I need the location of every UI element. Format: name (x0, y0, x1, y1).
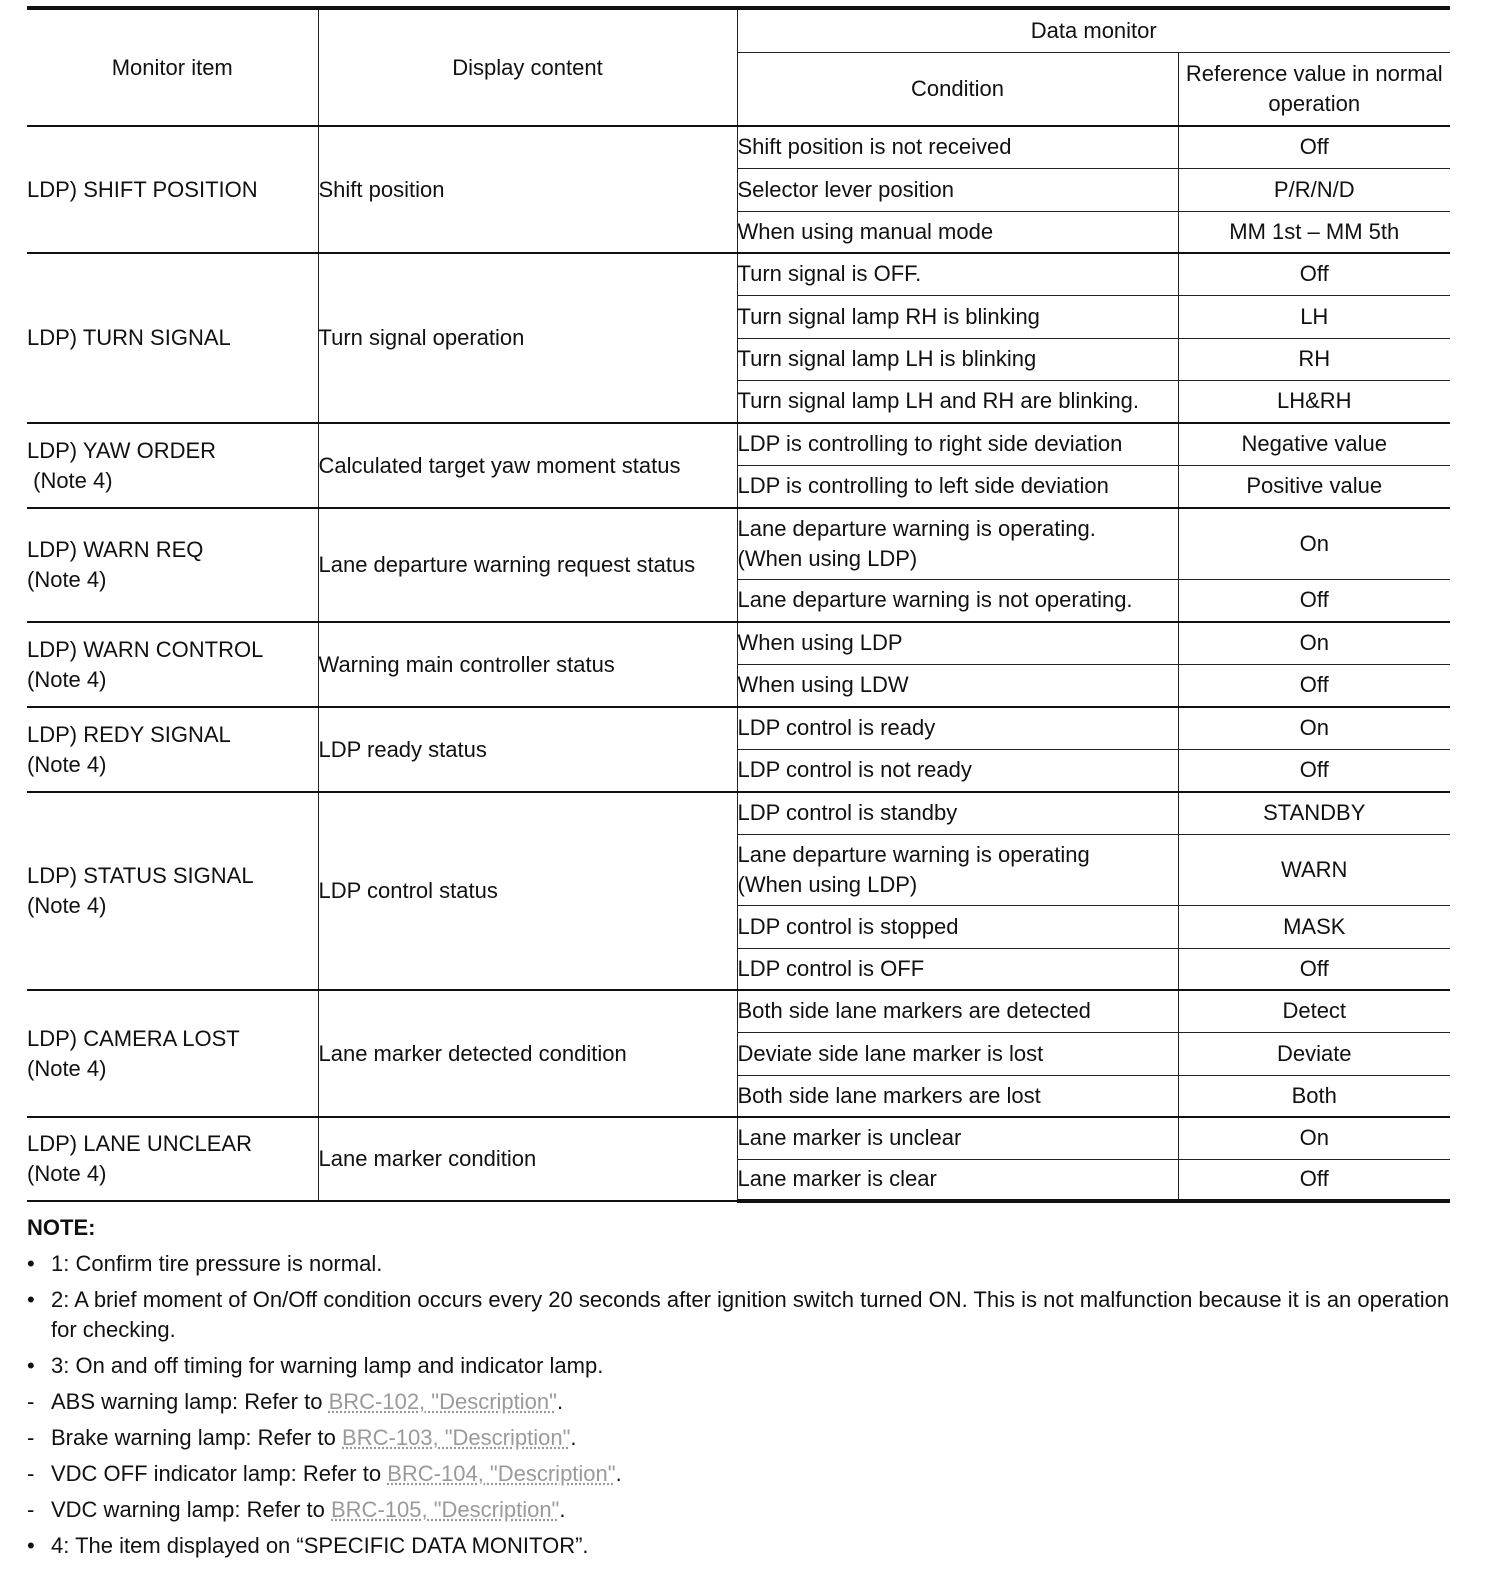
condition-cell (737, 664, 1178, 707)
reference-link[interactable]: BRC-103, "Description" (342, 1425, 571, 1450)
dash-marker: - (27, 1497, 35, 1522)
condition-cell (737, 1032, 1178, 1075)
note-text: ABS warning lamp: Refer to (51, 1389, 329, 1414)
reference-value-cell: WARN (1178, 834, 1450, 905)
monitor-item-cell (27, 253, 318, 423)
reference-value-cell: MASK (1178, 905, 1450, 948)
header-monitor-item: Monitor item (27, 8, 318, 126)
note-text: VDC warning lamp: Refer to (51, 1497, 331, 1522)
notes-section (27, 1213, 1450, 1561)
monitor-item-name: LDP) YAW ORDER (27, 437, 217, 463)
condition-text: LDP control is ready (737, 715, 936, 741)
condition-text: LDP control is not ready (737, 757, 972, 783)
condition-cell (737, 579, 1178, 622)
condition-cell (737, 905, 1178, 948)
condition-text: When using LDP (737, 630, 903, 656)
condition-cell (737, 792, 1178, 834)
reference-value-cell: Off (1178, 1159, 1450, 1201)
display-content-cell: Turn signal operation (318, 253, 737, 423)
reference-value-cell: LH (1178, 295, 1450, 338)
reference-link[interactable]: BRC-104, "Description" (387, 1461, 616, 1486)
monitor-item-name: LDP) SHIFT POSITION (27, 176, 258, 202)
condition-cell (737, 338, 1178, 380)
condition-cell (737, 1075, 1178, 1117)
reference-value-cell: On (1178, 1117, 1450, 1159)
reference-value-cell: Off (1178, 749, 1450, 792)
reference-value-cell: MM 1st – MM 5th (1178, 211, 1450, 253)
monitor-item-name: LDP) WARN CONTROL (27, 636, 264, 662)
condition-text: When using LDW (737, 672, 909, 698)
monitor-item-name: LDP) REDY SIGNAL (27, 721, 231, 747)
condition-text: LDP is controlling to left side deviation (737, 473, 1109, 499)
condition-cell (737, 1159, 1178, 1201)
condition-text-line2: (When using LDP) (737, 545, 918, 571)
monitor-item-name: LDP) CAMERA LOST (27, 1025, 240, 1051)
notes-list (27, 1249, 1450, 1561)
table-body (27, 126, 1450, 1201)
header-condition: Condition (737, 53, 1178, 127)
monitor-item-note: (Note 4) (27, 467, 113, 493)
condition-text: Both side lane markers are lost (737, 1082, 1041, 1108)
condition-text: Shift position is not received (737, 134, 1012, 160)
condition-cell (737, 622, 1178, 664)
reference-value-cell: Detect (1178, 990, 1450, 1032)
monitor-item-name: LDP) TURN SIGNAL (27, 325, 231, 350)
condition-text: LDP control is standby (737, 800, 958, 826)
condition-cell (737, 948, 1178, 990)
header-data-monitor: Data monitor (737, 8, 1450, 53)
table-row (27, 1117, 1450, 1159)
condition-cell (737, 211, 1178, 253)
table-row (27, 253, 1450, 295)
monitor-item-name: LDP) WARN REQ (27, 537, 204, 562)
condition-cell (737, 253, 1178, 295)
reference-value-cell: LH&RH (1178, 380, 1450, 423)
display-content-cell: LDP control status (318, 792, 737, 990)
bullet-marker: • (27, 1533, 35, 1558)
note-text-tail: . (559, 1497, 566, 1522)
condition-cell (737, 990, 1178, 1032)
monitor-item-name: LDP) LANE UNCLEAR (27, 1131, 252, 1156)
condition-text: Lane marker is unclear (737, 1125, 962, 1151)
condition-cell (737, 707, 1178, 749)
monitor-item-note: (Note 4) (27, 1161, 107, 1186)
monitor-item-note: (Note 4) (27, 1055, 107, 1081)
reference-value-cell: Off (1178, 579, 1450, 622)
display-content-cell: Shift position (318, 126, 737, 253)
condition-text: Turn signal lamp RH is blinking (737, 303, 1040, 329)
reference-value-cell: Off (1178, 253, 1450, 295)
condition-text: Turn signal lamp LH and RH are blinking. (737, 388, 1139, 414)
note-item (27, 1387, 1450, 1417)
note-text: 2: A brief moment of On/Off condition occurs every 20 seconds after ignition switch turned ON. This is not malfunction because it is an operation for checking. (51, 1287, 1450, 1342)
dash-marker: - (27, 1461, 35, 1486)
condition-text-line2: (When using LDP) (737, 871, 918, 897)
header-display-content: Display content (318, 8, 737, 126)
note-item (27, 1459, 1450, 1489)
document-page (27, 6, 1450, 1567)
condition-text: LDP is controlling to right side deviation (737, 431, 1123, 457)
reference-value-cell: On (1178, 707, 1450, 749)
display-content-cell: LDP ready status (318, 707, 737, 792)
reference-link[interactable]: BRC-102, "Description" (328, 1389, 557, 1414)
table-row (27, 126, 1450, 168)
table-row (27, 792, 1450, 834)
reference-value-cell: Off (1178, 948, 1450, 990)
table-row (27, 622, 1450, 664)
condition-text: Lane departure warning is operating. (737, 515, 1096, 541)
reference-value-cell: Off (1178, 126, 1450, 168)
condition-cell (737, 749, 1178, 792)
monitor-item-name: LDP) STATUS SIGNAL (27, 863, 254, 888)
condition-cell (737, 508, 1178, 579)
monitor-item-note: (Note 4) (27, 567, 107, 592)
condition-text: When using manual mode (737, 218, 994, 244)
display-content-cell: Lane departure warning request status (318, 508, 737, 622)
display-content-cell: Warning main controller status (318, 622, 737, 707)
note-text: 4: The item displayed on “SPECIFIC DATA MONITOR”. (51, 1533, 589, 1558)
note-text-tail: . (570, 1425, 577, 1450)
reference-value-cell: Both (1178, 1075, 1450, 1117)
table-row (27, 508, 1450, 579)
monitor-item-cell (27, 508, 318, 622)
condition-text: LDP control is stopped (737, 913, 959, 939)
condition-cell (737, 1117, 1178, 1159)
note-text: VDC OFF indicator lamp: Refer to (51, 1461, 388, 1486)
monitor-item-cell (27, 622, 318, 707)
data-monitor-table (27, 6, 1450, 1203)
monitor-item-cell (27, 126, 318, 253)
dash-marker: - (27, 1389, 35, 1414)
bullet-marker: • (27, 1251, 35, 1276)
condition-cell (737, 423, 1178, 465)
condition-text: Deviate side lane marker is lost (737, 1040, 1044, 1066)
note-text: 1: Confirm tire pressure is normal. (51, 1251, 383, 1276)
header-reference-value: Reference value in normal operation (1178, 53, 1450, 127)
note-item (27, 1285, 1450, 1345)
reference-value-cell: P/R/N/D (1178, 168, 1450, 211)
note-item (27, 1495, 1450, 1525)
note-item (27, 1249, 1450, 1279)
reference-value-cell: Off (1178, 664, 1450, 707)
condition-text: Lane departure warning is not operating. (737, 587, 1133, 613)
monitor-item-cell (27, 1117, 318, 1201)
condition-cell (737, 465, 1178, 508)
table-row (27, 707, 1450, 749)
note-text: 3: On and off timing for warning lamp and indicator lamp. (51, 1353, 604, 1378)
condition-text: Lane marker is clear (737, 1166, 937, 1192)
reference-value-cell: Positive value (1178, 465, 1450, 508)
table-row (27, 423, 1450, 465)
reference-value-cell: On (1178, 622, 1450, 664)
table-header (27, 8, 1450, 126)
condition-text: Turn signal lamp LH is blinking (737, 346, 1037, 371)
condition-cell (737, 126, 1178, 168)
reference-value-cell: RH (1178, 338, 1450, 380)
condition-cell (737, 295, 1178, 338)
table-row (27, 990, 1450, 1032)
note-item (27, 1531, 1450, 1561)
condition-text: Turn signal is OFF. (737, 261, 922, 287)
monitor-item-cell (27, 792, 318, 990)
display-content-cell: Lane marker condition (318, 1117, 737, 1201)
condition-text: Selector lever position (737, 176, 954, 202)
condition-text: Both side lane markers are detected (737, 998, 1091, 1024)
condition-cell (737, 168, 1178, 211)
dash-marker: - (27, 1425, 35, 1450)
note-text-tail: . (615, 1461, 622, 1486)
notes-title: NOTE: (27, 1215, 96, 1240)
reference-value-cell: Deviate (1178, 1032, 1450, 1075)
condition-cell (737, 380, 1178, 423)
monitor-item-note: (Note 4) (27, 666, 107, 692)
reference-value-cell: Negative value (1178, 423, 1450, 465)
condition-cell (737, 834, 1178, 905)
condition-text: LDP control is OFF (737, 955, 925, 981)
monitor-item-cell (27, 423, 318, 508)
bullet-marker: • (27, 1287, 35, 1312)
condition-text: Lane departure warning is operating (737, 841, 1090, 867)
note-item (27, 1423, 1450, 1453)
monitor-item-cell (27, 990, 318, 1117)
monitor-item-note: (Note 4) (27, 751, 107, 777)
monitor-item-note: (Note 4) (27, 893, 107, 918)
note-item (27, 1351, 1450, 1381)
display-content-cell: Calculated target yaw moment status (318, 423, 737, 508)
reference-value-cell: On (1178, 508, 1450, 579)
display-content-cell: Lane marker detected condition (318, 990, 737, 1117)
note-text-tail: . (556, 1389, 564, 1414)
bullet-marker: • (27, 1353, 35, 1378)
monitor-item-cell (27, 707, 318, 792)
reference-value-cell: STANDBY (1178, 792, 1450, 834)
note-text: Brake warning lamp: Refer to (51, 1425, 343, 1450)
reference-link[interactable]: BRC-105, "Description" (331, 1497, 560, 1522)
